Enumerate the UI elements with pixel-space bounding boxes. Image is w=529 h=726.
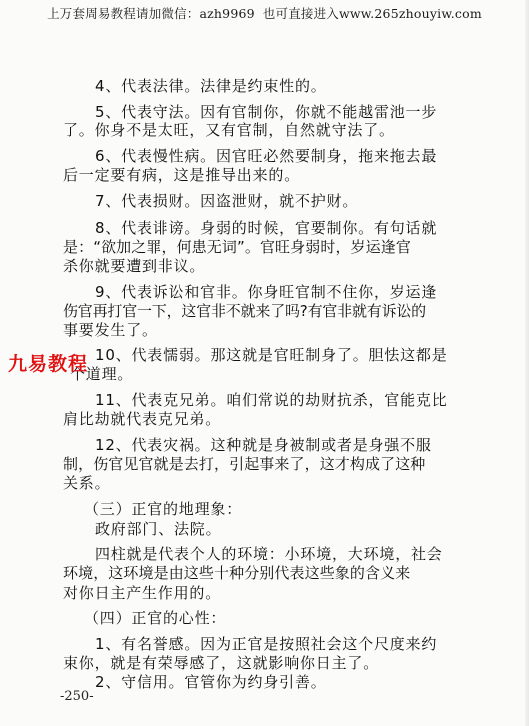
text-line: 12、代表灾祸。这种就是身被制或者是身强不服 (95, 436, 432, 454)
text-line: 1、有名誉感。因为正官是按照社会这个尺度来约 (95, 635, 438, 653)
text-line: 7、代表损财。因盗泄财，就不护财。 (95, 192, 359, 210)
watermark-logo: 九易教程 (8, 353, 89, 375)
text-line: 个道理。 (70, 365, 134, 383)
text-line: 事要发生了。 (63, 321, 158, 339)
header-website-text: 也可直接进入www.265zhouyiw.com (262, 6, 482, 21)
text-line: 9、代表诉讼和官非。你身旺官制不住你，岁运逢 (95, 283, 438, 301)
text-line: 2、守信用。官管你为约身引善。 (95, 673, 327, 691)
text-line: 伤官再打官一下，这官非不就来了吗?有官非就有诉讼的 (63, 302, 426, 320)
text-line: 是：“欲加之罪，何患无词”。官旺身弱时，岁运逢官 (63, 238, 411, 256)
section-heading: （四）正官的心性： (84, 609, 227, 627)
text-line: 11、代表克兄弟。咱们常说的劫财抗杀，官能克比 (95, 391, 448, 409)
text-line: 后一定要有病，这是推导出来的。 (63, 166, 301, 184)
text-line: 四柱就是代表个人的环境：小环境，大环境，社会 (95, 545, 443, 563)
text-line: 6、代表慢性病。因官旺必然要制身，拖来拖去最 (95, 147, 438, 165)
text-line: 束你，就是有荣辱感了，这就影响你日主了。 (63, 654, 380, 672)
text-line: 杀你就要遭到非议。 (63, 257, 206, 275)
header-wechat-text: 上万套周易教程请加微信：azh9969 (47, 6, 255, 21)
text-line: 5、代表守法。因有官制你，你就不能越雷池一步 (95, 103, 438, 121)
text-line: 制，伤官见官就是去打，引起事来了，这才构成了这种 (63, 455, 426, 473)
text-line: 肩比劫就代表克兄弟。 (63, 410, 222, 428)
text-line: 政府部门、法院。 (95, 520, 222, 538)
text-line: 环境，这环境是由这些十种分别代表这些象的含义来 (63, 564, 411, 582)
page-number: -250- (60, 689, 94, 704)
page-edge (525, 0, 529, 726)
text-line: 4、代表法律。法律是约束性的。 (95, 77, 327, 95)
text-line: 8、代表诽谤。身弱的时候，官要制你。有句话就 (95, 219, 438, 237)
text-line: 关系。 (63, 474, 111, 492)
section-heading: （三）正官的地理象： (84, 500, 243, 518)
text-line: 对你日主产生作用的。 (63, 584, 222, 602)
text-line: 了。你身不是太旺，又有官制，自然就守法了。 (63, 121, 395, 139)
text-line: 10、代表懦弱。那这就是官旺制身了。胆怯这都是 (95, 346, 448, 364)
